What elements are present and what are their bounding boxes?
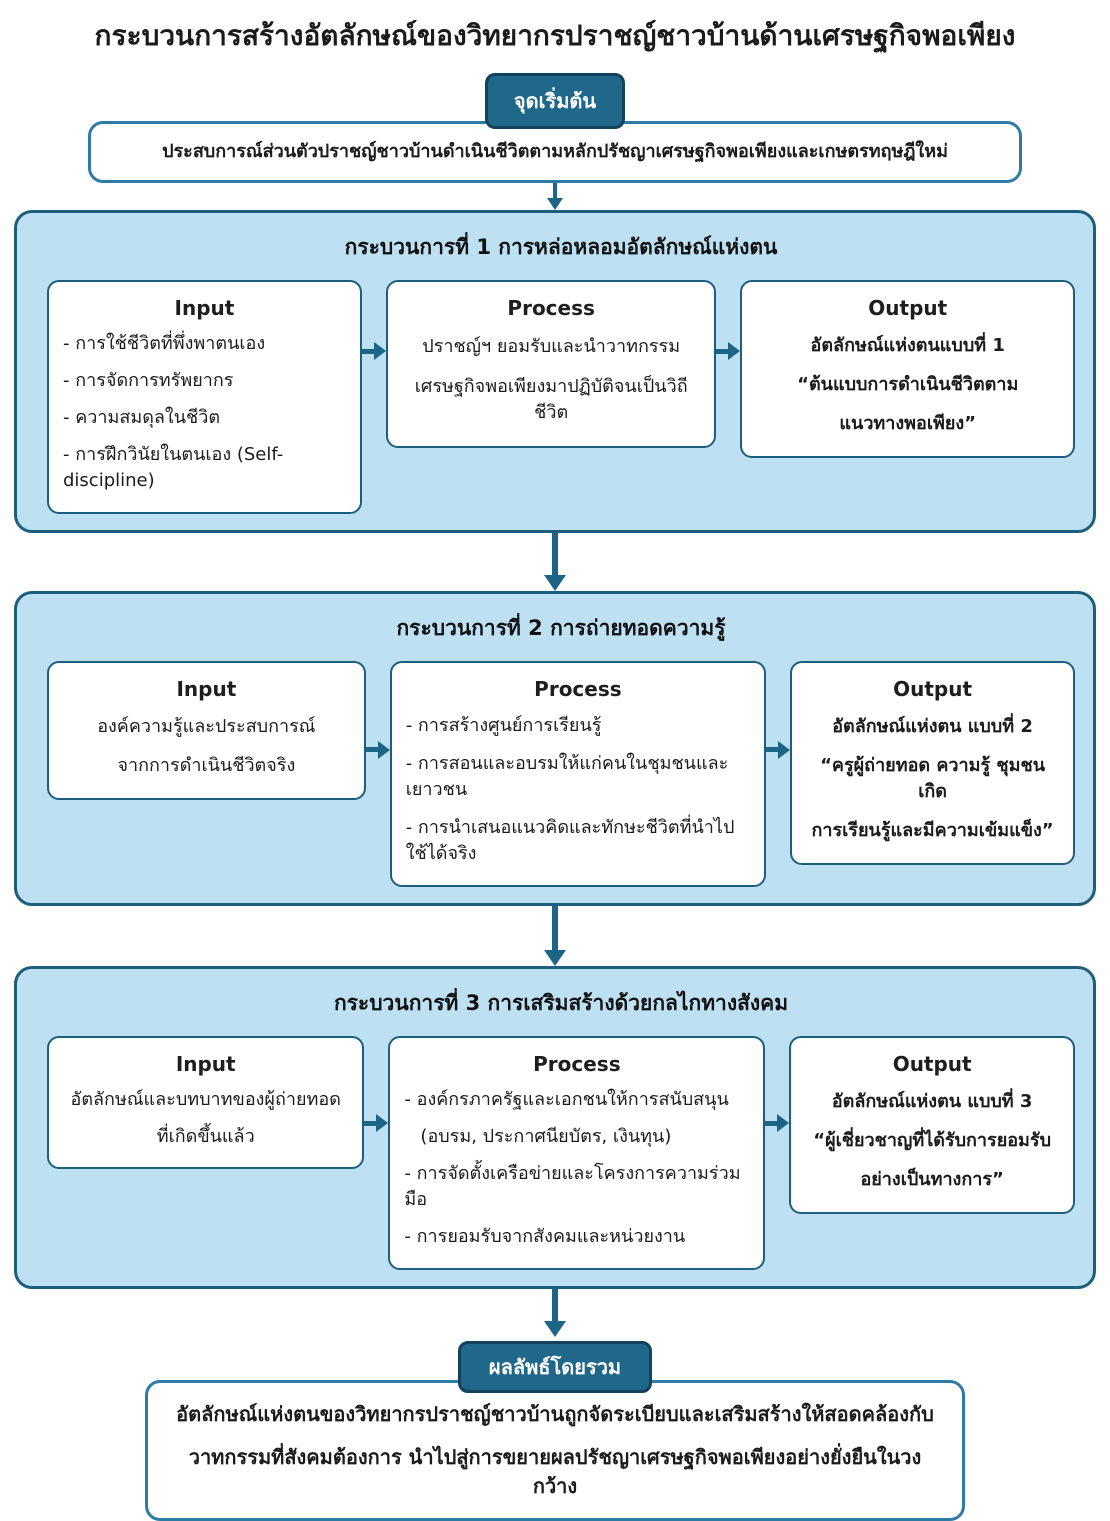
result-box <box>145 1380 965 1521</box>
list-item: - ความสมดุลในชีวิต <box>63 407 221 429</box>
section-3-output-card <box>789 1036 1075 1214</box>
list-item: - การใช้ชีวิตที่พึ่งพาตนเอง <box>63 333 266 355</box>
section-3-row <box>47 1036 1075 1269</box>
list-item: องค์ความรู้และประสบการณ์ <box>97 715 316 737</box>
arrow-right-icon <box>362 342 386 360</box>
arrow-head <box>374 342 386 360</box>
result-line: วาทกรรมที่สังคมต้องการ นำไปสู่การขยายผลปรัชญาเศรษฐกิจพอเพียงอย่างยั่งยืนในวงกว้าง <box>188 1444 922 1498</box>
section-1-row <box>47 280 1075 513</box>
list-item: - การสร้างศูนย์การเรียนรู้ <box>405 714 602 736</box>
page-title: กระบวนการสร้างอัตลักษณ์ของวิทยากรปราชญ์ชาวบ้านด้านเศรษฐกิจพอเพียง <box>94 19 1016 52</box>
list-item: - การฝึกวินัยในตนเอง (Self-discipline) <box>63 444 284 492</box>
list-item: “ต้นแบบการดำเนินชีวิตตาม <box>797 374 1019 396</box>
list-item: อัตลักษณ์แห่งตนแบบที่ 1 <box>810 335 1005 357</box>
arrow-right-icon <box>766 741 790 759</box>
arrow-shaft <box>552 1289 558 1321</box>
process-title: Process <box>507 296 595 321</box>
result-badge: ผลลัพธ์โดยรวม <box>458 1341 652 1393</box>
process-lines <box>404 1087 749 1250</box>
section-2-output-card <box>790 661 1075 865</box>
list-item: “ครูผู้ถ่ายทอด ความรู้ ชุมชนเกิด <box>820 754 1046 802</box>
input-title: Input <box>175 1052 236 1077</box>
list-item: - การยอมรับจากสังคมและหน่วยงาน <box>404 1226 686 1248</box>
section-2-input-card <box>47 661 366 800</box>
arrow-shaft <box>553 183 557 198</box>
list-item: - การสอนและอบรมให้แก่คนในชุมชนและเยาวชน <box>405 752 729 800</box>
process-title: Process <box>534 676 622 701</box>
arrow-down-icon <box>544 906 566 966</box>
arrow-head <box>778 741 790 759</box>
section-1-output-card <box>740 280 1075 458</box>
arrow-right-icon <box>716 342 740 360</box>
start-box <box>88 121 1022 183</box>
list-item: การเรียนรู้และมีความเข้มแข็ง” <box>811 819 1054 841</box>
output-lines <box>806 714 1059 844</box>
process-lines <box>402 334 701 426</box>
arrow-head <box>544 1321 566 1337</box>
list-item-continuation: (อบรม, ประกาศนียบัตร, เงินทุน) <box>420 1126 672 1148</box>
list-item: อัตลักษณ์แห่งตน แบบที่ 2 <box>832 715 1033 737</box>
input-lines <box>63 331 346 494</box>
arrow-head <box>376 1114 388 1132</box>
list-item: แนวทางพอเพียง” <box>839 413 977 435</box>
arrow-head <box>544 950 566 966</box>
output-title: Output <box>893 676 973 701</box>
input-lines <box>63 714 350 779</box>
section-3-heading: กระบวนการที่ 3 การเสริมสร้างด้วยกลไกทางสังคม <box>333 991 789 1016</box>
section-1-input-card <box>47 280 362 513</box>
section-1-process-card <box>386 280 717 448</box>
list-item: - การนำเสนอแนวคิดและทักษะชีวิตที่นำไปใช้ได้จริง <box>405 816 735 864</box>
input-title: Input <box>176 676 237 701</box>
section-2-row <box>47 661 1075 887</box>
start-badge: จุดเริ่มต้น <box>485 73 625 129</box>
output-lines <box>756 333 1059 437</box>
list-item: อัตลักษณ์และบทบาทของผู้ถ่ายทอด <box>70 1089 341 1111</box>
input-title: Input <box>174 296 235 321</box>
input-lines <box>63 1087 348 1150</box>
arrow-shaft <box>364 1121 376 1126</box>
result-line: อัตลักษณ์แห่งตนของวิทยากรปราชญ์ชาวบ้านถูกจัดระเบียบและเสริมสร้างให้สอดคล้องกับ <box>176 1401 934 1426</box>
list-item: - การจัดการทรัพยากร <box>63 370 234 392</box>
list-item: - การจัดตั้งเครือข่ายและโครงการความร่วมมือ <box>404 1163 741 1211</box>
list-item: เศรษฐกิจพอเพียงมาปฏิบัติจนเป็นวิถีชีวิต <box>414 376 688 424</box>
output-title: Output <box>892 1052 972 1077</box>
arrow-head <box>544 575 566 591</box>
section-2-heading: กระบวนการที่ 2 การถ่ายทอดความรู้ <box>396 615 726 640</box>
list-item: “ผู้เชี่ยวชาญที่ได้รับการยอมรับ <box>813 1130 1052 1152</box>
arrow-head <box>728 342 740 360</box>
arrow-right-icon <box>366 741 390 759</box>
process-lines <box>406 713 750 867</box>
arrow-shaft <box>716 349 728 354</box>
section-process-1 <box>14 210 1096 532</box>
section-process-3 <box>14 966 1096 1288</box>
section-1-heading: กระบวนการที่ 1 การหล่อหลอมอัตลักษณ์แห่งตน <box>344 235 778 260</box>
arrow-shaft <box>362 349 374 354</box>
list-item: ที่เกิดขึ้นแล้ว <box>156 1126 255 1148</box>
list-item: จากการดำเนินชีวิตจริง <box>117 754 296 776</box>
process-title: Process <box>533 1052 621 1077</box>
arrow-down-icon <box>544 1289 566 1337</box>
list-item: อย่างเป็นทางการ” <box>860 1169 1004 1191</box>
start-box-text: ประสบการณ์ส่วนตัวปราชญ์ชาวบ้านดำเนินชีวิตตามหลักปรัชญาเศรษฐกิจพอเพียงและเกษตรทฤษฎีใหม่ <box>162 141 948 162</box>
section-3-process-card <box>388 1036 765 1269</box>
arrow-head <box>378 741 390 759</box>
arrow-shaft <box>552 906 558 950</box>
output-title: Output <box>868 296 948 321</box>
output-lines <box>805 1089 1059 1193</box>
arrow-down-icon <box>547 183 563 210</box>
list-item: ปราชญ์ฯ ยอมรับและนำวาทกรรม <box>422 336 681 358</box>
list-item: - องค์กรภาครัฐและเอกชนให้การสนับสนุน <box>404 1089 729 1111</box>
section-2-process-card <box>390 661 766 887</box>
arrow-head <box>777 1114 789 1132</box>
list-item: อัตลักษณ์แห่งตน แบบที่ 3 <box>831 1091 1033 1113</box>
arrow-right-icon <box>765 1114 789 1132</box>
arrow-shaft <box>766 747 778 752</box>
arrow-shaft <box>765 1121 777 1126</box>
arrow-down-icon <box>544 533 566 591</box>
arrow-head <box>547 198 563 210</box>
section-3-input-card <box>47 1036 364 1169</box>
arrow-shaft <box>366 747 378 752</box>
arrow-right-icon <box>364 1114 388 1132</box>
section-process-2 <box>14 591 1096 906</box>
arrow-shaft <box>552 533 558 575</box>
